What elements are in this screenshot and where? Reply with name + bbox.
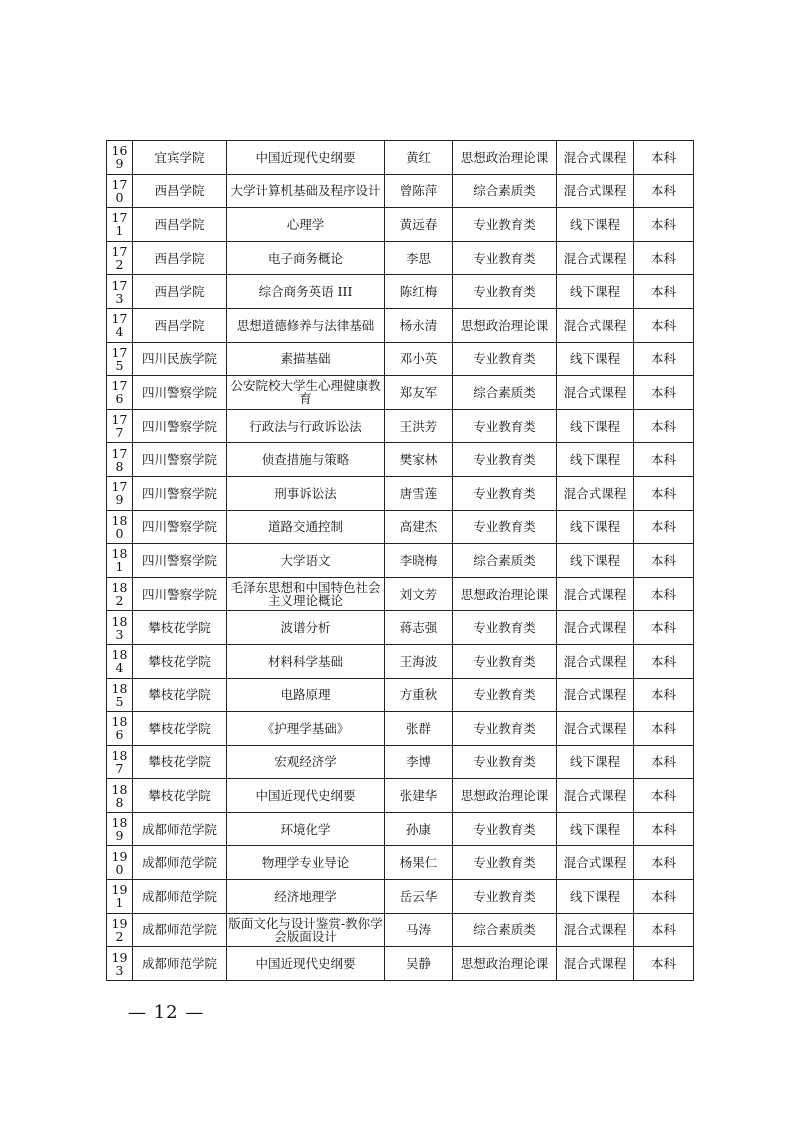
course-name-cell: 思想道德修养与法律基础 — [227, 308, 385, 342]
teacher-cell: 邓小英 — [385, 342, 453, 376]
course-type-cell: 混合式课程 — [557, 476, 634, 510]
school-cell: 攀枝花学院 — [133, 678, 227, 712]
course-type-cell: 混合式课程 — [557, 577, 634, 611]
school-cell: 四川警察学院 — [133, 376, 227, 410]
school-cell: 攀枝花学院 — [133, 611, 227, 645]
level-cell: 本科 — [634, 544, 694, 578]
school-cell: 四川警察学院 — [133, 544, 227, 578]
category-cell: 专业教育类 — [453, 846, 557, 880]
row-number-cell: 185 — [107, 678, 133, 712]
row-number-cell: 186 — [107, 712, 133, 746]
teacher-cell: 唐雪莲 — [385, 476, 453, 510]
table-row — [107, 544, 694, 578]
teacher-cell: 马涛 — [385, 913, 453, 947]
course-type-cell: 混合式课程 — [557, 644, 634, 678]
course-name-cell: 经济地理学 — [227, 880, 385, 914]
teacher-cell: 曾陈萍 — [385, 174, 453, 208]
course-name-cell: 物理学专业导论 — [227, 846, 385, 880]
course-type-cell: 混合式课程 — [557, 712, 634, 746]
course-type-cell: 混合式课程 — [557, 779, 634, 813]
teacher-cell: 郑友军 — [385, 376, 453, 410]
course-name-cell: 版面文化与设计鉴赏-教你学会版面设计 — [227, 913, 385, 947]
course-type-cell: 混合式课程 — [557, 611, 634, 645]
level-cell: 本科 — [634, 577, 694, 611]
category-cell: 专业教育类 — [453, 644, 557, 678]
course-name-cell: 宏观经济学 — [227, 745, 385, 779]
teacher-cell: 樊家林 — [385, 443, 453, 477]
teacher-cell: 岳云华 — [385, 880, 453, 914]
category-cell: 思想政治理论课 — [453, 947, 557, 981]
level-cell: 本科 — [634, 846, 694, 880]
table-row — [107, 846, 694, 880]
table-row — [107, 174, 694, 208]
course-type-cell: 混合式课程 — [557, 913, 634, 947]
row-number-cell: 182 — [107, 577, 133, 611]
teacher-cell: 蒋志强 — [385, 611, 453, 645]
course-type-cell: 混合式课程 — [557, 308, 634, 342]
row-number-cell: 192 — [107, 913, 133, 947]
row-number-cell: 179 — [107, 476, 133, 510]
course-name-cell: 大学计算机基础及程序设计 — [227, 174, 385, 208]
course-type-cell: 混合式课程 — [557, 174, 634, 208]
course-type-cell: 线下课程 — [557, 409, 634, 443]
course-type-cell: 线下课程 — [557, 208, 634, 242]
teacher-cell: 张群 — [385, 712, 453, 746]
course-name-cell: 中国近现代史纲要 — [227, 947, 385, 981]
course-table — [106, 140, 694, 981]
category-cell: 专业教育类 — [453, 510, 557, 544]
teacher-cell: 高建杰 — [385, 510, 453, 544]
table-row — [107, 644, 694, 678]
course-type-cell: 线下课程 — [557, 880, 634, 914]
level-cell: 本科 — [634, 141, 694, 175]
table-row — [107, 443, 694, 477]
course-name-cell: 心理学 — [227, 208, 385, 242]
course-type-cell: 线下课程 — [557, 544, 634, 578]
teacher-cell: 刘文芳 — [385, 577, 453, 611]
school-cell: 成都师范学院 — [133, 812, 227, 846]
school-cell: 四川警察学院 — [133, 510, 227, 544]
course-name-cell: 行政法与行政诉讼法 — [227, 409, 385, 443]
school-cell: 成都师范学院 — [133, 880, 227, 914]
course-name-cell: 电子商务概论 — [227, 241, 385, 275]
course-name-cell: 综合商务英语 III — [227, 275, 385, 309]
row-number-cell: 171 — [107, 208, 133, 242]
course-type-cell: 混合式课程 — [557, 846, 634, 880]
table-row — [107, 947, 694, 981]
table-row — [107, 913, 694, 947]
course-type-cell: 混合式课程 — [557, 141, 634, 175]
teacher-cell: 杨果仁 — [385, 846, 453, 880]
level-cell: 本科 — [634, 712, 694, 746]
category-cell: 专业教育类 — [453, 712, 557, 746]
row-number-cell: 175 — [107, 342, 133, 376]
course-name-cell: 道路交通控制 — [227, 510, 385, 544]
level-cell: 本科 — [634, 443, 694, 477]
school-cell: 西昌学院 — [133, 241, 227, 275]
category-cell: 综合素质类 — [453, 913, 557, 947]
category-cell: 专业教育类 — [453, 611, 557, 645]
level-cell: 本科 — [634, 611, 694, 645]
table-row — [107, 376, 694, 410]
course-type-cell: 线下课程 — [557, 443, 634, 477]
course-name-cell: 中国近现代史纲要 — [227, 141, 385, 175]
category-cell: 专业教育类 — [453, 342, 557, 376]
school-cell: 成都师范学院 — [133, 913, 227, 947]
table-row — [107, 880, 694, 914]
row-number-cell: 169 — [107, 141, 133, 175]
course-type-cell: 混合式课程 — [557, 241, 634, 275]
category-cell: 思想政治理论课 — [453, 308, 557, 342]
level-cell: 本科 — [634, 174, 694, 208]
school-cell: 攀枝花学院 — [133, 745, 227, 779]
table-row — [107, 510, 694, 544]
course-type-cell: 线下课程 — [557, 745, 634, 779]
row-number-cell: 188 — [107, 779, 133, 813]
teacher-cell: 李晓梅 — [385, 544, 453, 578]
school-cell: 攀枝花学院 — [133, 712, 227, 746]
row-number-cell: 176 — [107, 376, 133, 410]
row-number-cell: 187 — [107, 745, 133, 779]
school-cell: 西昌学院 — [133, 208, 227, 242]
level-cell: 本科 — [634, 409, 694, 443]
teacher-cell: 孙康 — [385, 812, 453, 846]
row-number-cell: 173 — [107, 275, 133, 309]
course-name-cell: 侦查措施与策略 — [227, 443, 385, 477]
category-cell: 思想政治理论课 — [453, 141, 557, 175]
row-number-cell: 184 — [107, 644, 133, 678]
school-cell: 四川警察学院 — [133, 409, 227, 443]
table-row — [107, 577, 694, 611]
category-cell: 专业教育类 — [453, 275, 557, 309]
row-number-cell: 178 — [107, 443, 133, 477]
course-name-cell: 《护理学基础》 — [227, 712, 385, 746]
course-name-cell: 波谱分析 — [227, 611, 385, 645]
teacher-cell: 李博 — [385, 745, 453, 779]
teacher-cell: 方重秋 — [385, 678, 453, 712]
teacher-cell: 黄红 — [385, 141, 453, 175]
course-name-cell: 环境化学 — [227, 812, 385, 846]
row-number-cell: 181 — [107, 544, 133, 578]
table-row — [107, 409, 694, 443]
school-cell: 成都师范学院 — [133, 947, 227, 981]
course-name-cell: 公安院校大学生心理健康教育 — [227, 376, 385, 410]
category-cell: 综合素质类 — [453, 376, 557, 410]
category-cell: 专业教育类 — [453, 241, 557, 275]
school-cell: 四川民族学院 — [133, 342, 227, 376]
row-number-cell: 170 — [107, 174, 133, 208]
school-cell: 攀枝花学院 — [133, 779, 227, 813]
level-cell: 本科 — [634, 745, 694, 779]
table-row — [107, 712, 694, 746]
course-name-cell: 素描基础 — [227, 342, 385, 376]
course-type-cell: 线下课程 — [557, 812, 634, 846]
page-number: — 12 — — [128, 1002, 205, 1023]
level-cell: 本科 — [634, 947, 694, 981]
category-cell: 专业教育类 — [453, 208, 557, 242]
level-cell: 本科 — [634, 779, 694, 813]
row-number-cell: 193 — [107, 947, 133, 981]
category-cell: 专业教育类 — [453, 812, 557, 846]
row-number-cell: 172 — [107, 241, 133, 275]
table-row — [107, 241, 694, 275]
table-row — [107, 611, 694, 645]
level-cell: 本科 — [634, 208, 694, 242]
table-row — [107, 812, 694, 846]
category-cell: 专业教育类 — [453, 443, 557, 477]
level-cell: 本科 — [634, 510, 694, 544]
table-row — [107, 779, 694, 813]
level-cell: 本科 — [634, 241, 694, 275]
course-name-cell: 中国近现代史纲要 — [227, 779, 385, 813]
school-cell: 四川警察学院 — [133, 577, 227, 611]
teacher-cell: 杨永清 — [385, 308, 453, 342]
category-cell: 专业教育类 — [453, 745, 557, 779]
table-row — [107, 745, 694, 779]
table-row — [107, 476, 694, 510]
category-cell: 综合素质类 — [453, 174, 557, 208]
course-type-cell: 线下课程 — [557, 510, 634, 544]
teacher-cell: 李思 — [385, 241, 453, 275]
table-row — [107, 678, 694, 712]
row-number-cell: 183 — [107, 611, 133, 645]
school-cell: 西昌学院 — [133, 174, 227, 208]
level-cell: 本科 — [634, 342, 694, 376]
level-cell: 本科 — [634, 913, 694, 947]
course-name-cell: 刑事诉讼法 — [227, 476, 385, 510]
category-cell: 专业教育类 — [453, 678, 557, 712]
course-type-cell: 混合式课程 — [557, 678, 634, 712]
school-cell: 成都师范学院 — [133, 846, 227, 880]
level-cell: 本科 — [634, 476, 694, 510]
course-table-body — [107, 141, 694, 981]
course-type-cell: 混合式课程 — [557, 376, 634, 410]
school-cell: 西昌学院 — [133, 275, 227, 309]
level-cell: 本科 — [634, 644, 694, 678]
course-name-cell: 电路原理 — [227, 678, 385, 712]
teacher-cell: 陈红梅 — [385, 275, 453, 309]
row-number-cell: 189 — [107, 812, 133, 846]
level-cell: 本科 — [634, 308, 694, 342]
row-number-cell: 177 — [107, 409, 133, 443]
category-cell: 专业教育类 — [453, 476, 557, 510]
row-number-cell: 190 — [107, 846, 133, 880]
table-row — [107, 208, 694, 242]
teacher-cell: 黄远春 — [385, 208, 453, 242]
teacher-cell: 王海波 — [385, 644, 453, 678]
table-row — [107, 342, 694, 376]
row-number-cell: 174 — [107, 308, 133, 342]
level-cell: 本科 — [634, 376, 694, 410]
course-name-cell: 大学语文 — [227, 544, 385, 578]
teacher-cell: 吴静 — [385, 947, 453, 981]
category-cell: 思想政治理论课 — [453, 577, 557, 611]
course-name-cell: 材料科学基础 — [227, 644, 385, 678]
category-cell: 思想政治理论课 — [453, 779, 557, 813]
category-cell: 专业教育类 — [453, 880, 557, 914]
course-type-cell: 线下课程 — [557, 275, 634, 309]
category-cell: 综合素质类 — [453, 544, 557, 578]
school-cell: 四川警察学院 — [133, 476, 227, 510]
level-cell: 本科 — [634, 275, 694, 309]
school-cell: 攀枝花学院 — [133, 644, 227, 678]
category-cell: 专业教育类 — [453, 409, 557, 443]
level-cell: 本科 — [634, 678, 694, 712]
level-cell: 本科 — [634, 880, 694, 914]
row-number-cell: 180 — [107, 510, 133, 544]
table-row — [107, 141, 694, 175]
table-row — [107, 308, 694, 342]
teacher-cell: 王洪芳 — [385, 409, 453, 443]
course-type-cell: 线下课程 — [557, 342, 634, 376]
school-cell: 四川警察学院 — [133, 443, 227, 477]
row-number-cell: 191 — [107, 880, 133, 914]
course-name-cell: 毛泽东思想和中国特色社会主义理论概论 — [227, 577, 385, 611]
course-type-cell: 混合式课程 — [557, 947, 634, 981]
teacher-cell: 张建华 — [385, 779, 453, 813]
school-cell: 宜宾学院 — [133, 141, 227, 175]
school-cell: 西昌学院 — [133, 308, 227, 342]
level-cell: 本科 — [634, 812, 694, 846]
table-row — [107, 275, 694, 309]
